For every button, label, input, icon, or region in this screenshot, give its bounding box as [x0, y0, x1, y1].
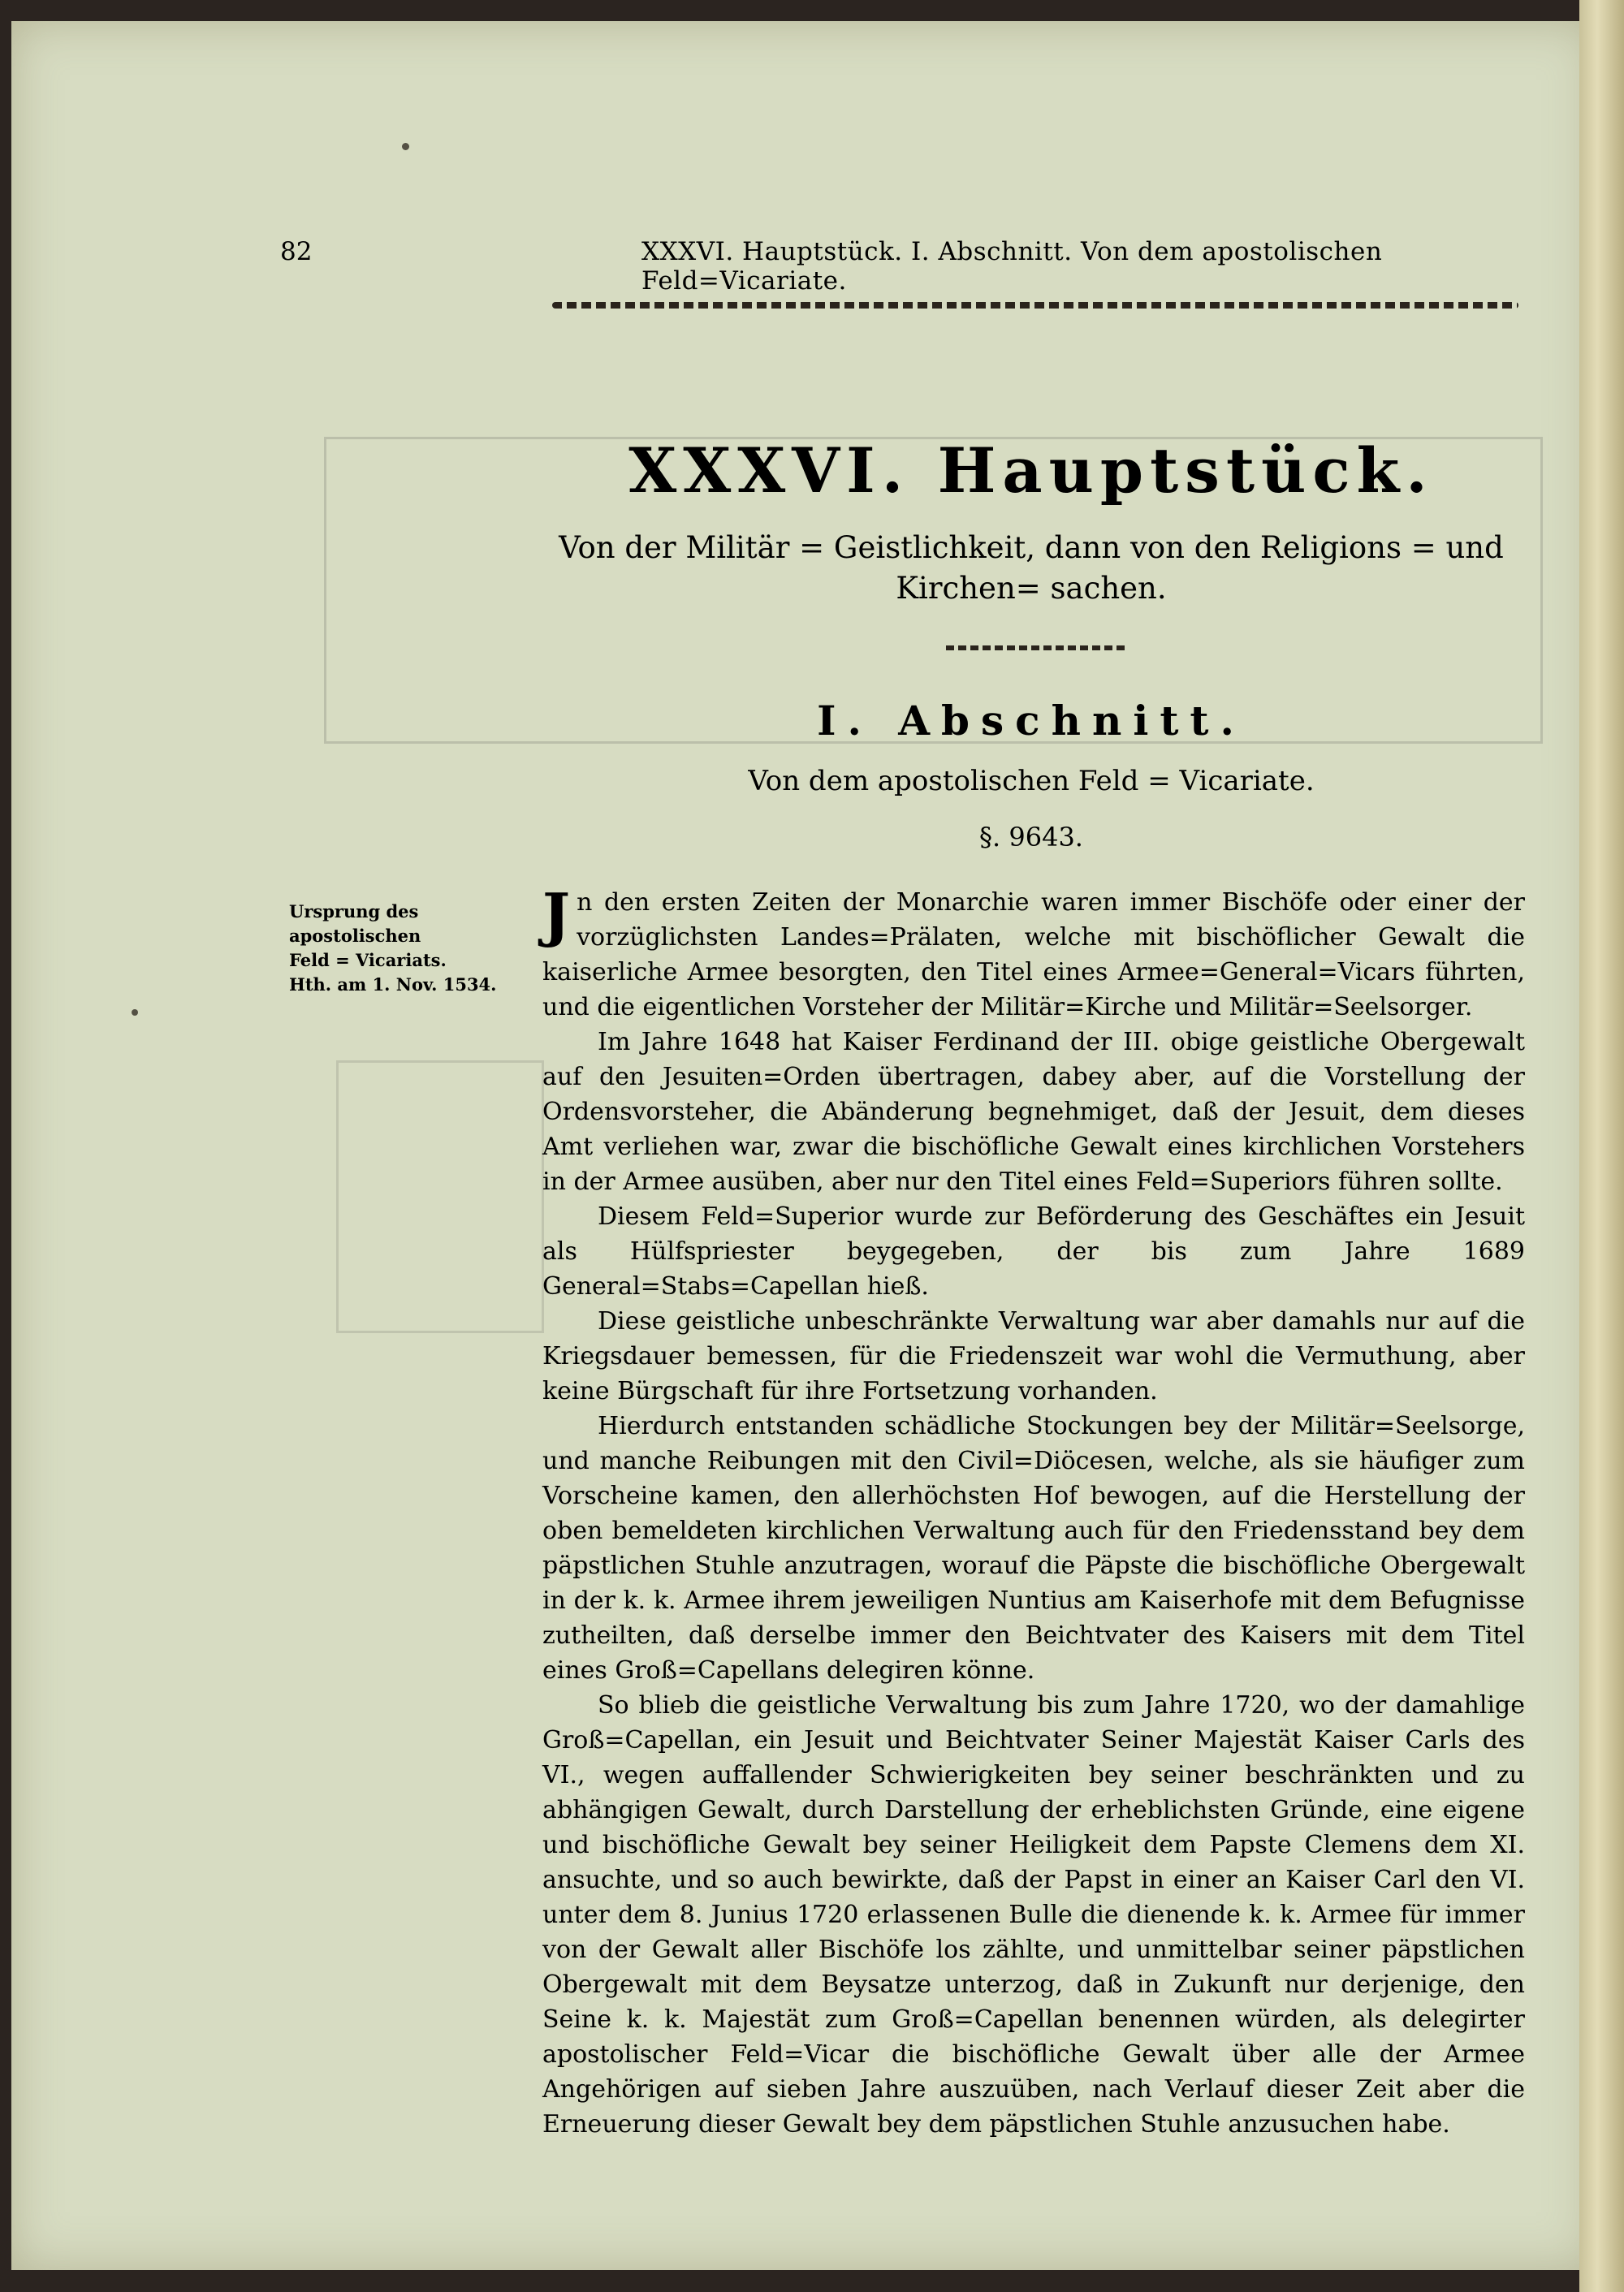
- book-spine: [1579, 0, 1624, 2292]
- page-number: 82: [280, 237, 313, 266]
- section-divider: [946, 645, 1129, 650]
- chapter-subtitle: Von der Militär = Geistlichkeit, dann von den Religions = und Kirchen= sachen.: [559, 530, 1504, 606]
- ink-spot: [132, 1009, 138, 1016]
- bleed-through-box: [336, 1060, 544, 1333]
- paragraph: Diesem Feld=Superior wurde zur Beförderung des Geschäftes ein Jesuit als Hülfspriester beygegeben, der bis zum Jahre 1689 General=Stabs=Capellan hieß.: [542, 1202, 1525, 1301]
- paragraph: [542, 880, 1525, 1025]
- paragraph: Im Jahre 1648 hat Kaiser Ferdinand der III. obige geistliche Obergewalt auf den Jesuiten=Orden übertragen, dabey aber, auf die Vorstellung der Ordensvorsteher, die Abänderung begnehmiget, daß der Jesuit, dem dieses Amt verliehen war, zwar die bischöfliche Gewalt eines kirchlichen Vorstehers in der Armee ausüben, aber nur den Titel eines Feld=Superiors führen sollte.: [542, 1028, 1525, 1196]
- drop-initial: J: [542, 880, 571, 949]
- margin-note: [289, 900, 541, 997]
- paragraph-text: n den ersten Zeiten der Monarchie waren immer Bischöfe oder einer der vorzüglichsten Landes=Prälaten, welche mit bischöflicher Gewalt die kaiserliche Armee besorgten, den Titel eines Armee=General=Vicars führten, und die eigentlichen Vorsteher der Militär=Kirche und Militär=Seelsorger.: [542, 888, 1525, 1021]
- header-rule: [552, 302, 1518, 309]
- section-subtitle: Von dem apostolischen Feld = Vicariate.: [748, 765, 1315, 797]
- ink-spot: [402, 143, 409, 150]
- paragraph: Hierdurch entstanden schädliche Stockungen bey der Militär=Seelsorge, und manche Reibungen mit den Civil=Diöcesen, welche, als sie häufiger zum Vorscheine kamen, den allerhöchsten Hof bewogen, auf die Herstellung der oben bemeldeten kirchlichen Verwaltung auch für den Friedensstand bey dem päpstlichen Stuhle anzutragen, worauf die Päpste die bischöfliche Obergewalt in der k. k. Armee ihrem jeweiligen Nuntius am Kaiserhofe mit dem Befugnisse zutheilten, daß derselbe immer den Beichtvater des Kaisers mit dem Titel eines Groß=Capellans delegiren könne.: [542, 1412, 1525, 1685]
- margin-note-line: Feld = Vicariats.: [289, 950, 447, 970]
- margin-note-line: Ursprung des apostolischen: [289, 901, 421, 946]
- margin-note-line: Hth. am 1. Nov. 1534.: [289, 974, 497, 995]
- page-header: [280, 237, 1514, 296]
- paragraph: Diese geistliche unbeschränkte Verwaltung war aber damahls nur auf die Kriegsdauer bemessen, für die Friedenszeit war wohl die Vermuthung, aber keine Bürgschaft für ihre Fortsetzung vorhanden.: [542, 1307, 1525, 1405]
- paragraph: So blieb die geistliche Verwaltung bis zum Jahre 1720, wo der damahlige Groß=Capellan, ein Jesuit und Beichtvater Seiner Majestät Kaiser Carls des VI., wegen auffallender Schwierigkeiten bey seiner beschränkten und zu abhängigen Gewalt, durch Darstellung der erheblichsten Gründe, eine eigene und bischöfliche Gewalt bey seiner Heiligkeit dem Papste Clemens dem XI. ansuchte, und so auch bewirkte, daß der Papst in einer an Kaiser Carl den VI. unter dem 8. Junius 1720 erlassenen Bulle die dienende k. k. Armee für immer von der Gewalt aller Bischöfe los zählte, und unmittelbar seiner päpstlichen Obergewalt mit dem Beysatze unterzog, daß in Zukunft nur derjenige, den Seine k. k. Majestät zum Groß=Capellan benennen würden, als delegirter apostolischer Feld=Vicar die bischöfliche Gewalt über alle der Armee Angehörigen auf sieben Jahre auszuüben, nach Verlauf dieser Zeit aber die Erneuerung dieser Gewalt bey dem päpstlichen Stuhle anzusuchen habe.: [542, 1691, 1525, 2139]
- running-head: XXXVI. Hauptstück. I. Abschnitt. Von dem apostolischen Feld=Vicariate.: [641, 237, 1383, 296]
- paragraph-number: §. 9643.: [979, 822, 1083, 852]
- section-title: I. Abschnitt.: [817, 697, 1246, 745]
- body-text: [542, 880, 1525, 2142]
- chapter-title: XXXVI. Hauptstück.: [628, 434, 1434, 507]
